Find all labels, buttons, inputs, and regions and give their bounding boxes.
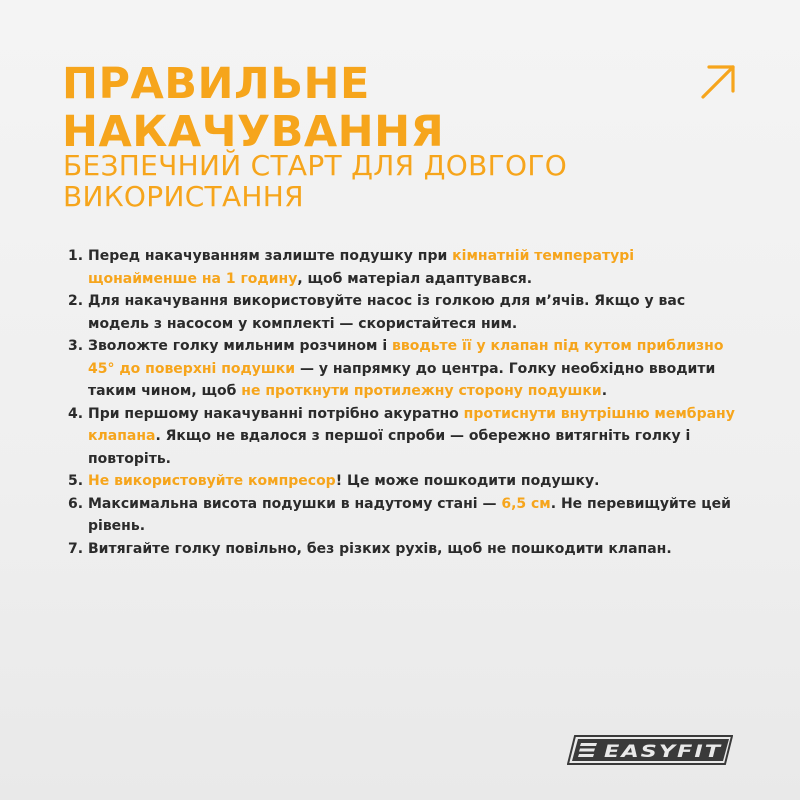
list-item [62, 538, 742, 561]
step-highlight: вводьте її у клапан під кутом приблизно 45° до поверхні подушки [88, 338, 724, 377]
page-subtitle [63, 150, 567, 212]
list-item [62, 493, 742, 538]
arrow-up-right-icon [700, 64, 736, 100]
step-highlight: протиснути внутрішню мембрану клапана [88, 405, 735, 444]
list-item [62, 403, 742, 471]
subtitle-line-1: БЕЗПЕЧНИЙ СТАРТ ДЛЯ ДОВГОГО [63, 149, 568, 182]
step-number: 1. [68, 248, 84, 264]
title-line-1: ПРАВИЛЬНЕ [62, 59, 370, 109]
step-text: ! Це може пошкодити подушку. [335, 473, 600, 489]
logo-text: EASYFIT [604, 742, 722, 762]
list-item [62, 290, 742, 335]
list-item [62, 335, 742, 403]
easyfit-logo [567, 735, 733, 765]
step-highlight: кімнатній температурі щонайменше на 1 годину [88, 248, 635, 287]
step-text: , щоб матеріал адаптувався. [297, 270, 533, 287]
step-highlight: 6,5 см [501, 495, 551, 512]
step-text: . [601, 383, 608, 399]
step-text: Максимальна висота подушки в надутому стані — [88, 495, 502, 512]
step-text: . Не перевищуйте цей рівень. [88, 495, 731, 534]
step-number: 7. [68, 540, 84, 557]
step-text: Витягайте голку повільно, без різких рухів, щоб не пошкодити клапан. [88, 540, 672, 557]
page-title [62, 60, 444, 156]
subtitle-line-2: ВИКОРИСТАННЯ [63, 180, 304, 213]
step-text: Перед накачуванням залиште подушку при [88, 248, 453, 264]
step-number: 3. [68, 338, 84, 354]
step-text: . Якщо не вдалося з першої спроби — обережно витягніть голку і повторіть. [88, 428, 691, 467]
step-text: При першому накачуванні потрібно акуратно [88, 405, 464, 422]
step-text: Зволожте голку мильним розчином і [88, 338, 393, 354]
step-highlight: не проткнути протилежну сторону подушки [241, 383, 602, 399]
title-line-2: НАКАЧУВАННЯ [62, 107, 445, 157]
step-text: Для накачування використовуйте насос із голкою для м’ячів. Якщо у вас модель з насосом у комплекті — скористайтеся ним. [88, 293, 686, 332]
step-text: — у напрямку до центра. Голку необхідно вводити таким чином, щоб [88, 360, 716, 399]
step-number: 4. [68, 405, 84, 422]
step-number: 5. [68, 473, 84, 489]
list-item [62, 245, 742, 290]
list-item [62, 470, 742, 493]
step-number: 6. [68, 495, 84, 512]
step-number: 2. [68, 293, 84, 309]
step-highlight: Не використовуйте компресор [88, 473, 336, 489]
instruction-list [62, 245, 742, 560]
